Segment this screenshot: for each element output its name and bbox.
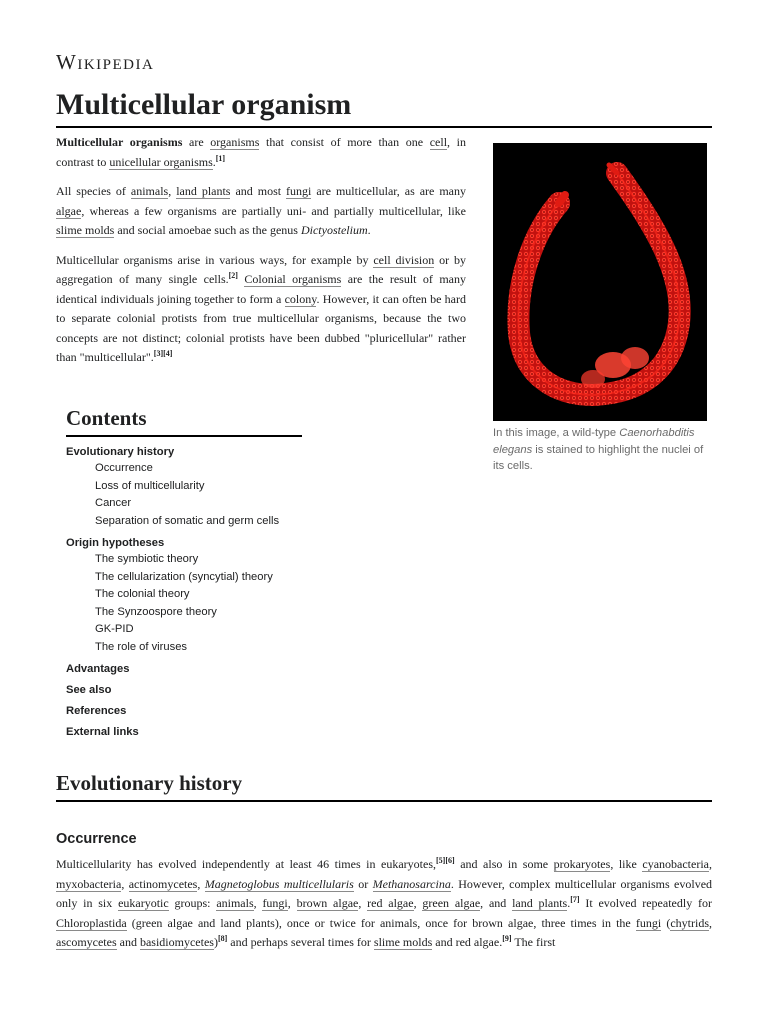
inline-link[interactable]: eukaryotic [118,896,169,910]
inline-link[interactable]: fungi [286,184,312,198]
inline-link[interactable]: Magnetoglobus multicellularis [204,876,354,891]
italic-term: Caenorhabditis elegans [493,427,695,456]
subsection-heading-occurrence: Occurrence [56,831,137,847]
toc-item[interactable]: Advantages [66,663,130,675]
toc-item[interactable]: GK-PID [95,623,134,635]
reference-link[interactable]: [4] [163,349,173,358]
lead-paragraph-3: Multicellular organisms arise in various ways, for example by cell division or by aggregation of many single cells.[2] Colonial organisms are the result of many identical individuals joining together to form a colony. However, it can often be hard to separate colonial protists from true multicellular organisms, because the two concepts are not distinct; colonial protists have been dubbed "pluricellular" rather than "multicellular".[3][4] [56,252,467,364]
toc-item[interactable]: Origin hypotheses [66,537,165,549]
toc-item[interactable]: Loss of multicellularity [95,479,205,492]
inline-link[interactable]: cyanobacteria [642,857,709,871]
bold-term: Multicellular organisms [56,135,183,149]
toc-item[interactable]: See also [66,684,112,696]
inline-link[interactable]: brown algae [296,896,359,910]
inline-link[interactable]: Chloroplastida [56,915,127,930]
toc-item[interactable]: The symbiotic theory [95,553,199,565]
inline-link[interactable]: red algae [367,896,414,910]
inline-link[interactable]: land plants [176,184,231,198]
inline-link[interactable]: actinomycetes [128,876,198,891]
inline-link[interactable]: myxobacteria [56,876,122,891]
inline-link[interactable]: colony [284,291,317,306]
inline-link[interactable]: slime molds [56,223,115,237]
inline-link[interactable]: animals [216,896,254,910]
inline-link[interactable]: animals [130,184,169,198]
occurrence-paragraph-1: Multicellularity has evolved independently at least 46 times in eukaryotes,[5][6] and also in some prokaryotes, like cyanobacteria, myxobacteria, actinomycetes, Magnetoglobus multicellularis or Methanosarcina. However, complex multicellular organisms evolved only in six eukaryotic groups: animals, fungi, brown algae, red algae, green algae, and land plants.[7] It evolved repeatedly for Chloroplastida (green algae and land plants), once or twice for animals, once for brown algae, three times in the fungi (chytrids, ascomycetes and basidiomycetes)[8] and perhaps several times for slime molds and red algae.[9] The first [56,856,713,949]
inline-link[interactable]: prokaryotes [553,857,611,871]
inline-link[interactable]: ascomycetes [56,935,117,949]
lead-paragraph-2: All species of animals, land plants and most fungi are multicellular, as are many algae, whereas a few organisms are partially uni- and partially multicellular, like slime molds and social amoebae such as the genus Dictyostelium. [56,184,467,237]
toc-item[interactable]: Cancer [95,497,132,509]
inline-link[interactable]: organisms [210,135,260,149]
inline-link[interactable]: fungi [262,896,288,910]
toc-item[interactable]: The role of viruses [95,640,188,653]
inline-link[interactable]: unicellular organisms [109,154,213,169]
toc-list [66,444,302,740]
reference-link[interactable]: [7] [570,895,580,904]
occurrence-section [56,855,712,963]
lead-section [56,133,466,378]
toc-item[interactable]: External links [66,726,139,738]
toc-item[interactable]: Evolutionary history [66,446,175,458]
inline-link[interactable]: land plants [512,896,568,910]
lead-paragraph-1: Multicellular organisms are organisms that consist of more than one cell, in contrast to unicellular organisms.[1] [56,135,466,169]
inline-link[interactable]: fungi [635,915,662,930]
toc-item[interactable]: The colonial theory [95,588,190,600]
inline-link[interactable]: slime molds [373,935,433,949]
image-caption: In this image, a wild-type Caenorhabditis elegans is stained to highlight the nuclei of its cells. [493,427,704,472]
infobox-image [493,143,708,475]
reference-link[interactable]: [2] [228,271,238,280]
toc-item[interactable]: Occurrence [95,462,153,474]
toc-title: Contents [66,406,302,437]
reference-link[interactable]: [9] [502,934,512,943]
c-elegans-image[interactable] [493,143,707,421]
reference-link[interactable]: [5] [436,856,446,865]
italic-term: Dictyostelium [300,223,368,237]
inline-link[interactable]: cell division [373,252,435,267]
toc-item[interactable]: Separation of somatic and germ cells [95,514,280,527]
inline-link[interactable]: Colonial organisms [244,272,342,286]
toc-item[interactable]: The Synzoospore theory [95,605,217,618]
toc-item[interactable]: References [66,705,127,717]
reference-link[interactable]: [3] [153,349,164,358]
reference-link[interactable]: [6] [445,856,455,865]
reference-link[interactable]: [1] [215,153,226,163]
page-title: Multicellular organism [56,86,712,128]
toc-item[interactable]: The cellularization (syncytial) theory [95,570,273,583]
wikipedia-wordmark[interactable]: Wikipedia [56,50,155,74]
table-of-contents [66,406,302,740]
inline-link[interactable]: basidiomycetes [139,935,214,949]
inline-link[interactable]: green algae [422,896,481,910]
reference-link[interactable]: [8] [217,934,228,943]
inline-link[interactable]: algae [56,203,82,218]
inline-link[interactable]: cell [429,135,448,149]
inline-link[interactable]: chytrids [670,915,709,930]
section-heading-evolutionary-history: Evolutionary history [56,771,712,802]
inline-link[interactable]: Methanosarcina [372,876,451,891]
